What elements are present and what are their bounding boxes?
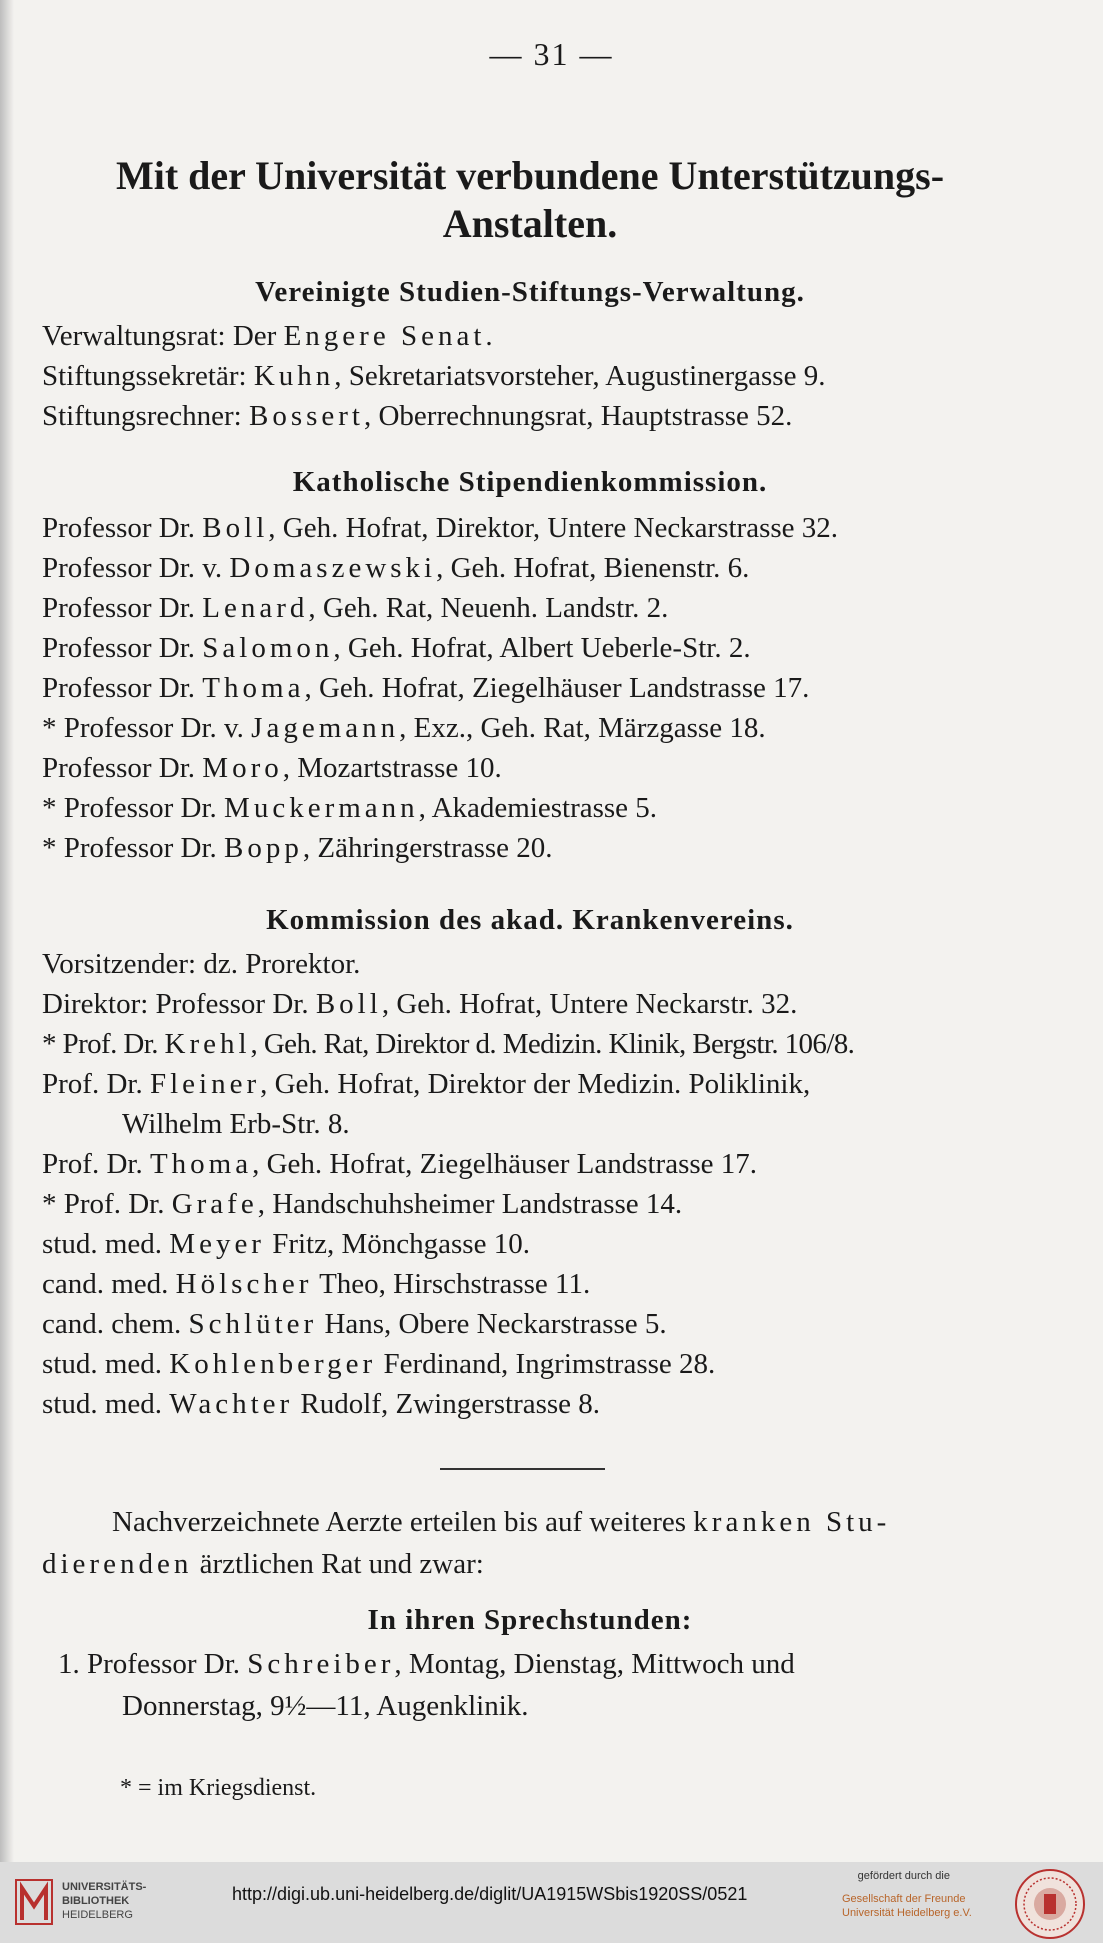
sponsor-label: gefördert durch die [857,1870,950,1882]
sponsor-name-line2: Universität Heidelberg e.V. [842,1907,972,1919]
section-heading-sprechstunden: In ihren Sprechstunden: [367,1604,693,1636]
library-logo-icon [14,1876,56,1928]
list-item: * Prof. Dr. Krehl, Geh. Rat, Direktor d. Medizin. Klinik, Bergstr. 106/8. [42,1028,855,1060]
list-item: * Professor Dr. Muckermann, Akademiestrasse 5. [42,792,658,824]
section-heading-krankenverein: Kommission des akad. Krankenvereins. [266,904,794,936]
library-logo-text: UNIVERSITÄTS- BIBLIOTHEK HEIDELBERG [62,1881,147,1921]
list-item: stud. med. Meyer Fritz, Mönchgasse 10. [42,1228,530,1260]
list-item: Prof. Dr. Thoma, Geh. Hofrat, Ziegelhäuser Landstrasse 17. [42,1148,758,1180]
list-item: Professor Dr. Moro, Mozartstrasse 10. [42,752,502,784]
sponsor-name-line1: Gesellschaft der Freunde [842,1893,966,1905]
list-item: Prof. Dr. Fleiner, Geh. Hofrat, Direktor der Medizin. Poliklinik, [42,1068,811,1100]
university-seal-icon [1014,1868,1086,1940]
paragraph-line: Nachverzeichnete Aerzte erteilen bis auf weiteres kranken Stu- [112,1506,891,1538]
list-item-continuation: Donnerstag, 9½—11, Augenklinik. [122,1690,529,1722]
paragraph-line: dierenden ärztlichen Rat und zwar: [42,1548,484,1580]
sponsor-block [842,1870,1012,1920]
footnote: * = im Kriegsdienst. [120,1775,317,1801]
list-item: stud. med. Wachter Rudolf, Zwingerstrasse 8. [42,1388,601,1420]
list-item: stud. med. Kohlenberger Ferdinand, Ingrimstrasse 28. [42,1348,716,1380]
list-item: * Professor Dr. v. Jagemann, Exz., Geh. Rat, Märzgasse 18. [42,712,766,744]
page-title-line1: Mit der Universität verbundene Unterstützungs- [115,153,945,198]
divider-rule [440,1468,605,1470]
list-item: * Prof. Dr. Grafe, Handschuhsheimer Landstrasse 14. [42,1188,683,1220]
section-heading-stiftungs-verwaltung: Vereinigte Studien-Stiftungs-Verwaltung. [255,276,805,308]
section-heading-stipendienkommission: Katholische Stipendienkommission. [292,466,768,498]
library-logo[interactable] [10,1870,146,1934]
footer-bar [0,1862,1103,1943]
list-item: Professor Dr. Lenard, Geh. Rat, Neuenh. Landstr. 2. [42,592,669,624]
list-item-continuation: Wilhelm Erb-Str. 8. [122,1108,350,1140]
list-item: Vorsitzender: dz. Prorektor. [42,948,361,980]
list-item: cand. med. Hölscher Theo, Hirschstrasse 11. [42,1268,591,1300]
list-item: cand. chem. Schlüter Hans, Obere Neckarstrasse 5. [42,1308,667,1340]
page-number: — 31 — [489,36,614,72]
text-line: Verwaltungsrat: Der Engere Senat. [42,320,493,352]
text-line: Stiftungsrechner: Bossert, Oberrechnungsrat, Hauptstrasse 52. [42,400,793,432]
permalink-url[interactable]: http://digi.ub.uni-heidelberg.de/diglit/UA1915WSbis1920SS/0521 [232,1884,748,1904]
list-item: Professor Dr. Thoma, Geh. Hofrat, Ziegelhäuser Landstrasse 17. [42,672,810,704]
list-item: Direktor: Professor Dr. Boll, Geh. Hofrat, Untere Neckarstr. 32. [42,988,798,1020]
list-item: Professor Dr. Boll, Geh. Hofrat, Direktor, Untere Neckarstrasse 32. [42,512,839,544]
text-line: Stiftungssekretär: Kuhn, Sekretariatsvorsteher, Augustinergasse 9. [42,360,826,392]
list-item: 1. Professor Dr. Schreiber, Montag, Dienstag, Mittwoch und [58,1648,795,1680]
page-title-line2: Anstalten. [442,201,618,246]
list-item: Professor Dr. v. Domaszewski, Geh. Hofrat, Bienenstr. 6. [42,552,750,584]
list-item: * Professor Dr. Bopp, Zähringerstrasse 20. [42,832,553,864]
list-item: Professor Dr. Salomon, Geh. Hofrat, Albert Ueberle-Str. 2. [42,632,751,664]
page-edge-shadow [0,0,14,1862]
